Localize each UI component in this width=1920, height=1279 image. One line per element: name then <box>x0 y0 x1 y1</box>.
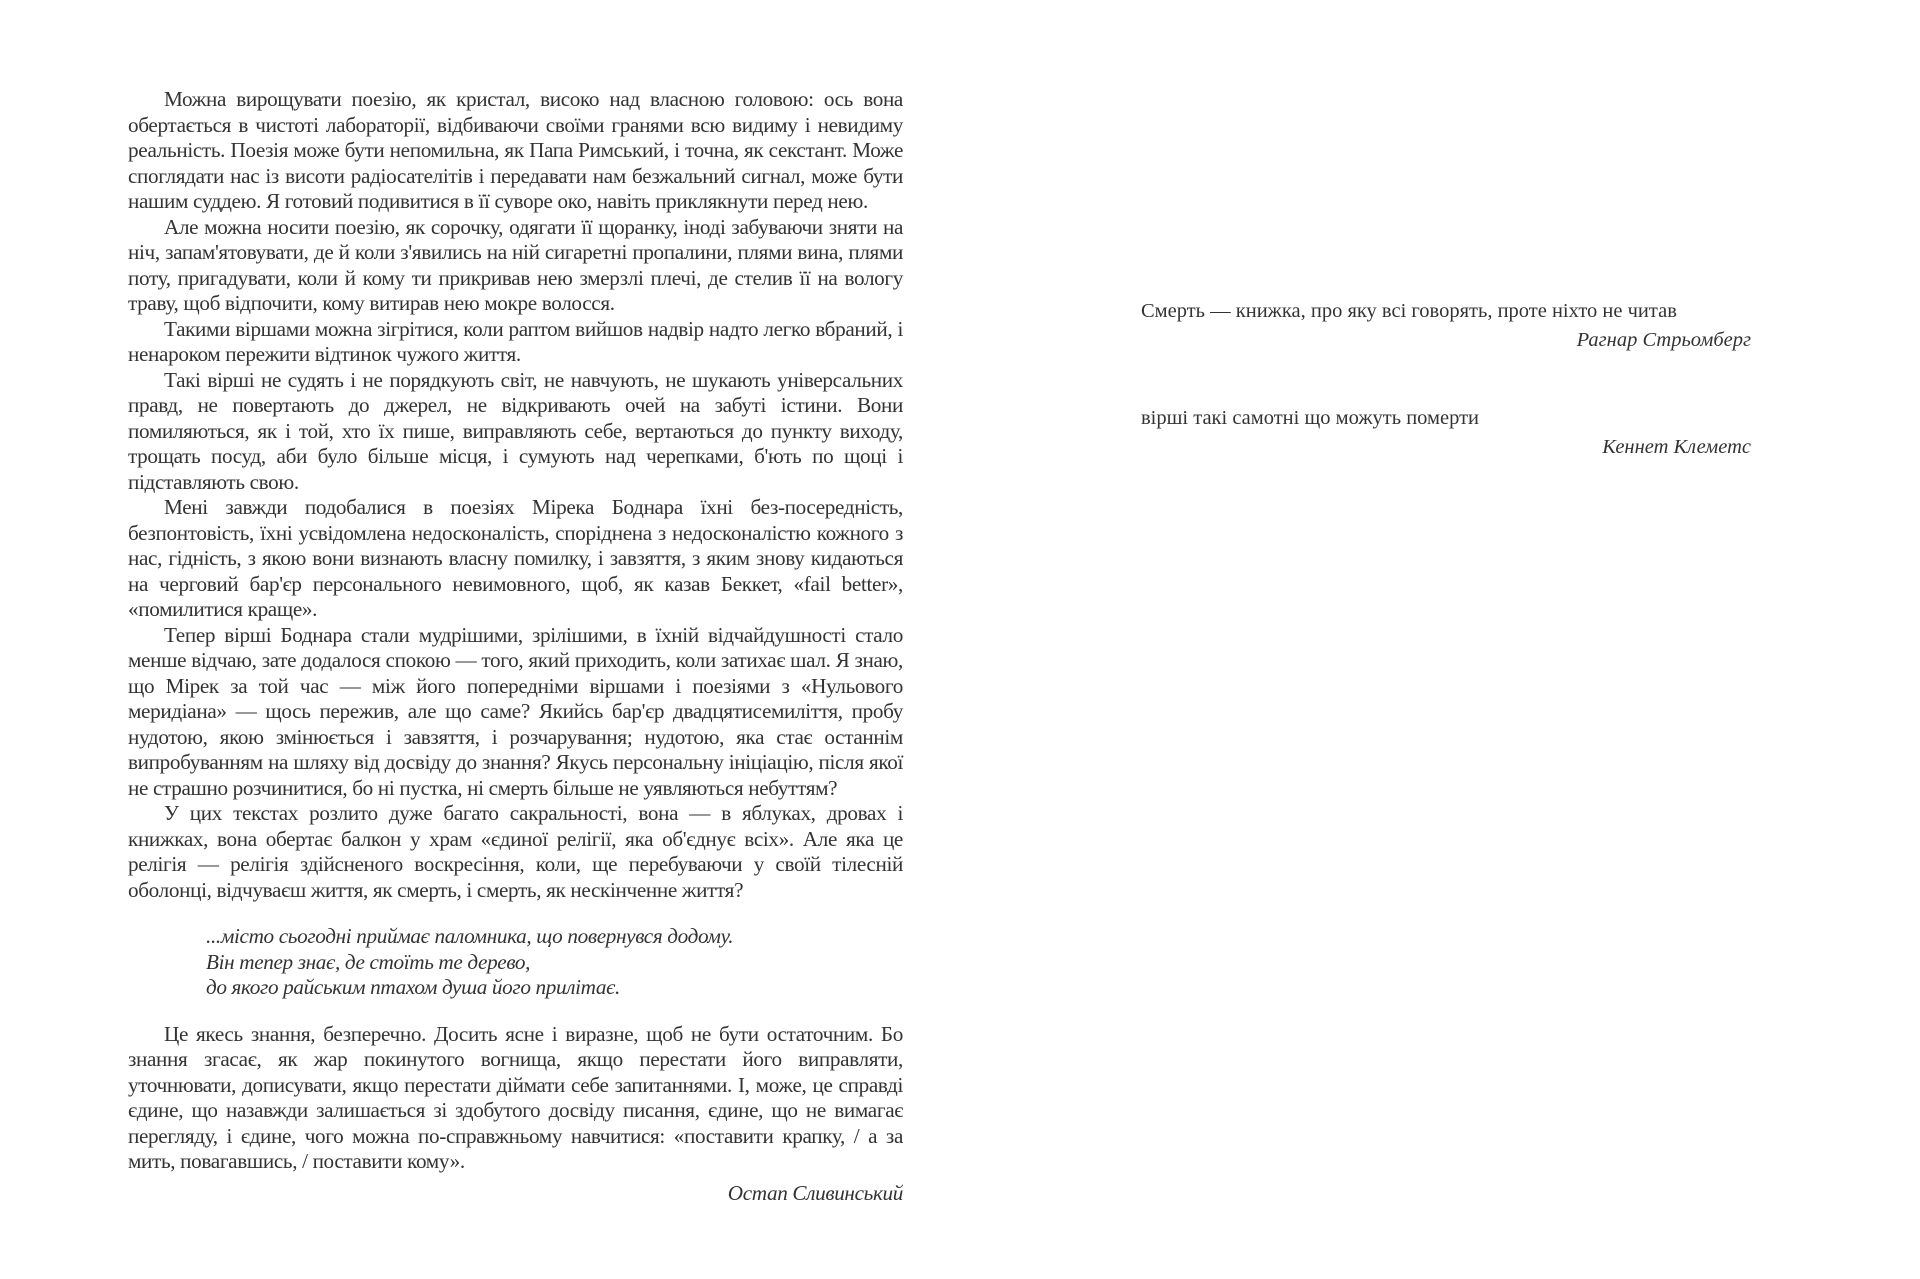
epigraph-author: Кеннет Клеметс <box>1602 436 1751 458</box>
paragraph: Але можна носити поезію, як сорочку, одягати її щоранку, іноді забуваючи зняти на ніч, запам'ятовувати, де й коли з'явились на ній сигаретні пропалини, плями вина, плями поту, пригадувати, коли й кому ти прикривав нею змерзлі плечі, де стелив її на вологу траву, щоб відпочити, кому витирав нею мокре волосся. <box>128 214 903 315</box>
epigraph <box>1141 298 1751 353</box>
paragraph: Можна вирощувати поезію, як кристал, високо над власною головою: ось вона обертається в чистоті лабораторії, відбиваючи своїми гранями всю видиму і невидиму реальність. Поезія може бути непомильна, як Папа Римський, і точна, як секстант. Може споглядати нас із висоти радіосателітів і передавати нам безжальний сигнал, може бути нашим суддею. Я готовий подивитися в її суворе око, навіть приклякнути перед нею. <box>128 87 903 213</box>
epigraph-text: Смерть — книжка, про яку всі говорять, проте ніхто не читав <box>1141 300 1677 322</box>
author-signature: Остап Сливинський <box>727 1180 903 1205</box>
paragraph: Мені завжди подобалися в поезіях Мірека Боднара їхні без-посередність, безпонтовість, їхні усвідомлена недосконалість, споріднена з недосконалістю кожного з нас, гідність, з якою вони визнають власну помилку, і завзяття, з яким знову кидаються на черговий бар'єр персонального невимовного, щоб, як казав Беккет, «fail better», «помилитися краще». <box>128 495 903 621</box>
epigraph-author: Рагнар Стрьомберг <box>1576 329 1751 351</box>
epigraph <box>1141 405 1751 460</box>
paragraph: Такими віршами можна зігрітися, коли раптом вийшов надвір надто легко вбраний, і ненароком пережити відтинок чужого життя. <box>128 316 903 366</box>
paragraph: У цих текстах розлито дуже багато сакральності, вона — в яблуках, дровах і книжках, вона обертає балкон у храм «єдиної релігії, яка об'єднує всіх». Але яка це релігія — релігія здійсненого воскресіння, коли, ще перебуваючи у своїй тілесній оболонці, відчуваєш життя, як смерть, і смерть, як нескінченне життя? <box>128 801 903 902</box>
paragraph: Такі вірші не судять і не порядкують світ, не навчують, не шукають універсальних правд, не повертають до джерел, не відкривають очей на забуті істини. Вони помиляються, як і той, хто їх пише, виправляють себе, вертаються до пункту виходу, трощать посуд, аби було більше місця, і сумують над черепками, б'ють по щоці і підставляють свою. <box>128 367 903 494</box>
closing-paragraph: Це якесь знання, безперечно. Досить ясне і виразне, щоб не бути остаточним. Бо знання згасає, як жар покинутого вогнища, якщо перестати його виправляти, уточнювати, дописувати, якщо перестати діймати себе запитаннями. І, може, це справді єдине, що назавжди залишається зі здобутого досвіду писання, єдине, що не вимагає перегляду, і єдине, чого можна по-справжньому навчитися: «поставити крапку, / а за мить, повагавшись, / поставити кому». <box>128 1021 903 1173</box>
epigraph-text: вірші такі самотні що можуть померти <box>1141 407 1479 429</box>
verse-line: ...місто сьогодні приймає паломника, що повернувся додому. <box>206 924 734 948</box>
right-page <box>960 0 1920 1279</box>
paragraph: Тепер вірші Боднара стали мудрішими, зрілішими, в їхній відчайдушності стало менше відчаю, зате додалося спокою — того, який приходить, коли затихає шал. Я знаю, що Мірек за той час — між його попередніми віршами і поезіями з «Нульового меридіана» — щось пережив, але що саме? Якийсь бар'єр двадцятисемиліття, пробу нудотою, якою змінюється і завзяття, і розчарування; нудотою, яка стає останнім випробуванням на шляху від досвіду до знання? Якусь персональну ініціацію, після якої не страшно розчинитися, бо ні пустка, ні смерть більше не уявляються небуттям? <box>128 622 903 800</box>
verse-line: до якого райським птахом душа його прилітає. <box>206 975 620 999</box>
verse-line: Він тепер знає, де стоїть те дерево, <box>206 949 531 974</box>
preface-text <box>128 87 903 1206</box>
verse-quote <box>206 924 903 1001</box>
